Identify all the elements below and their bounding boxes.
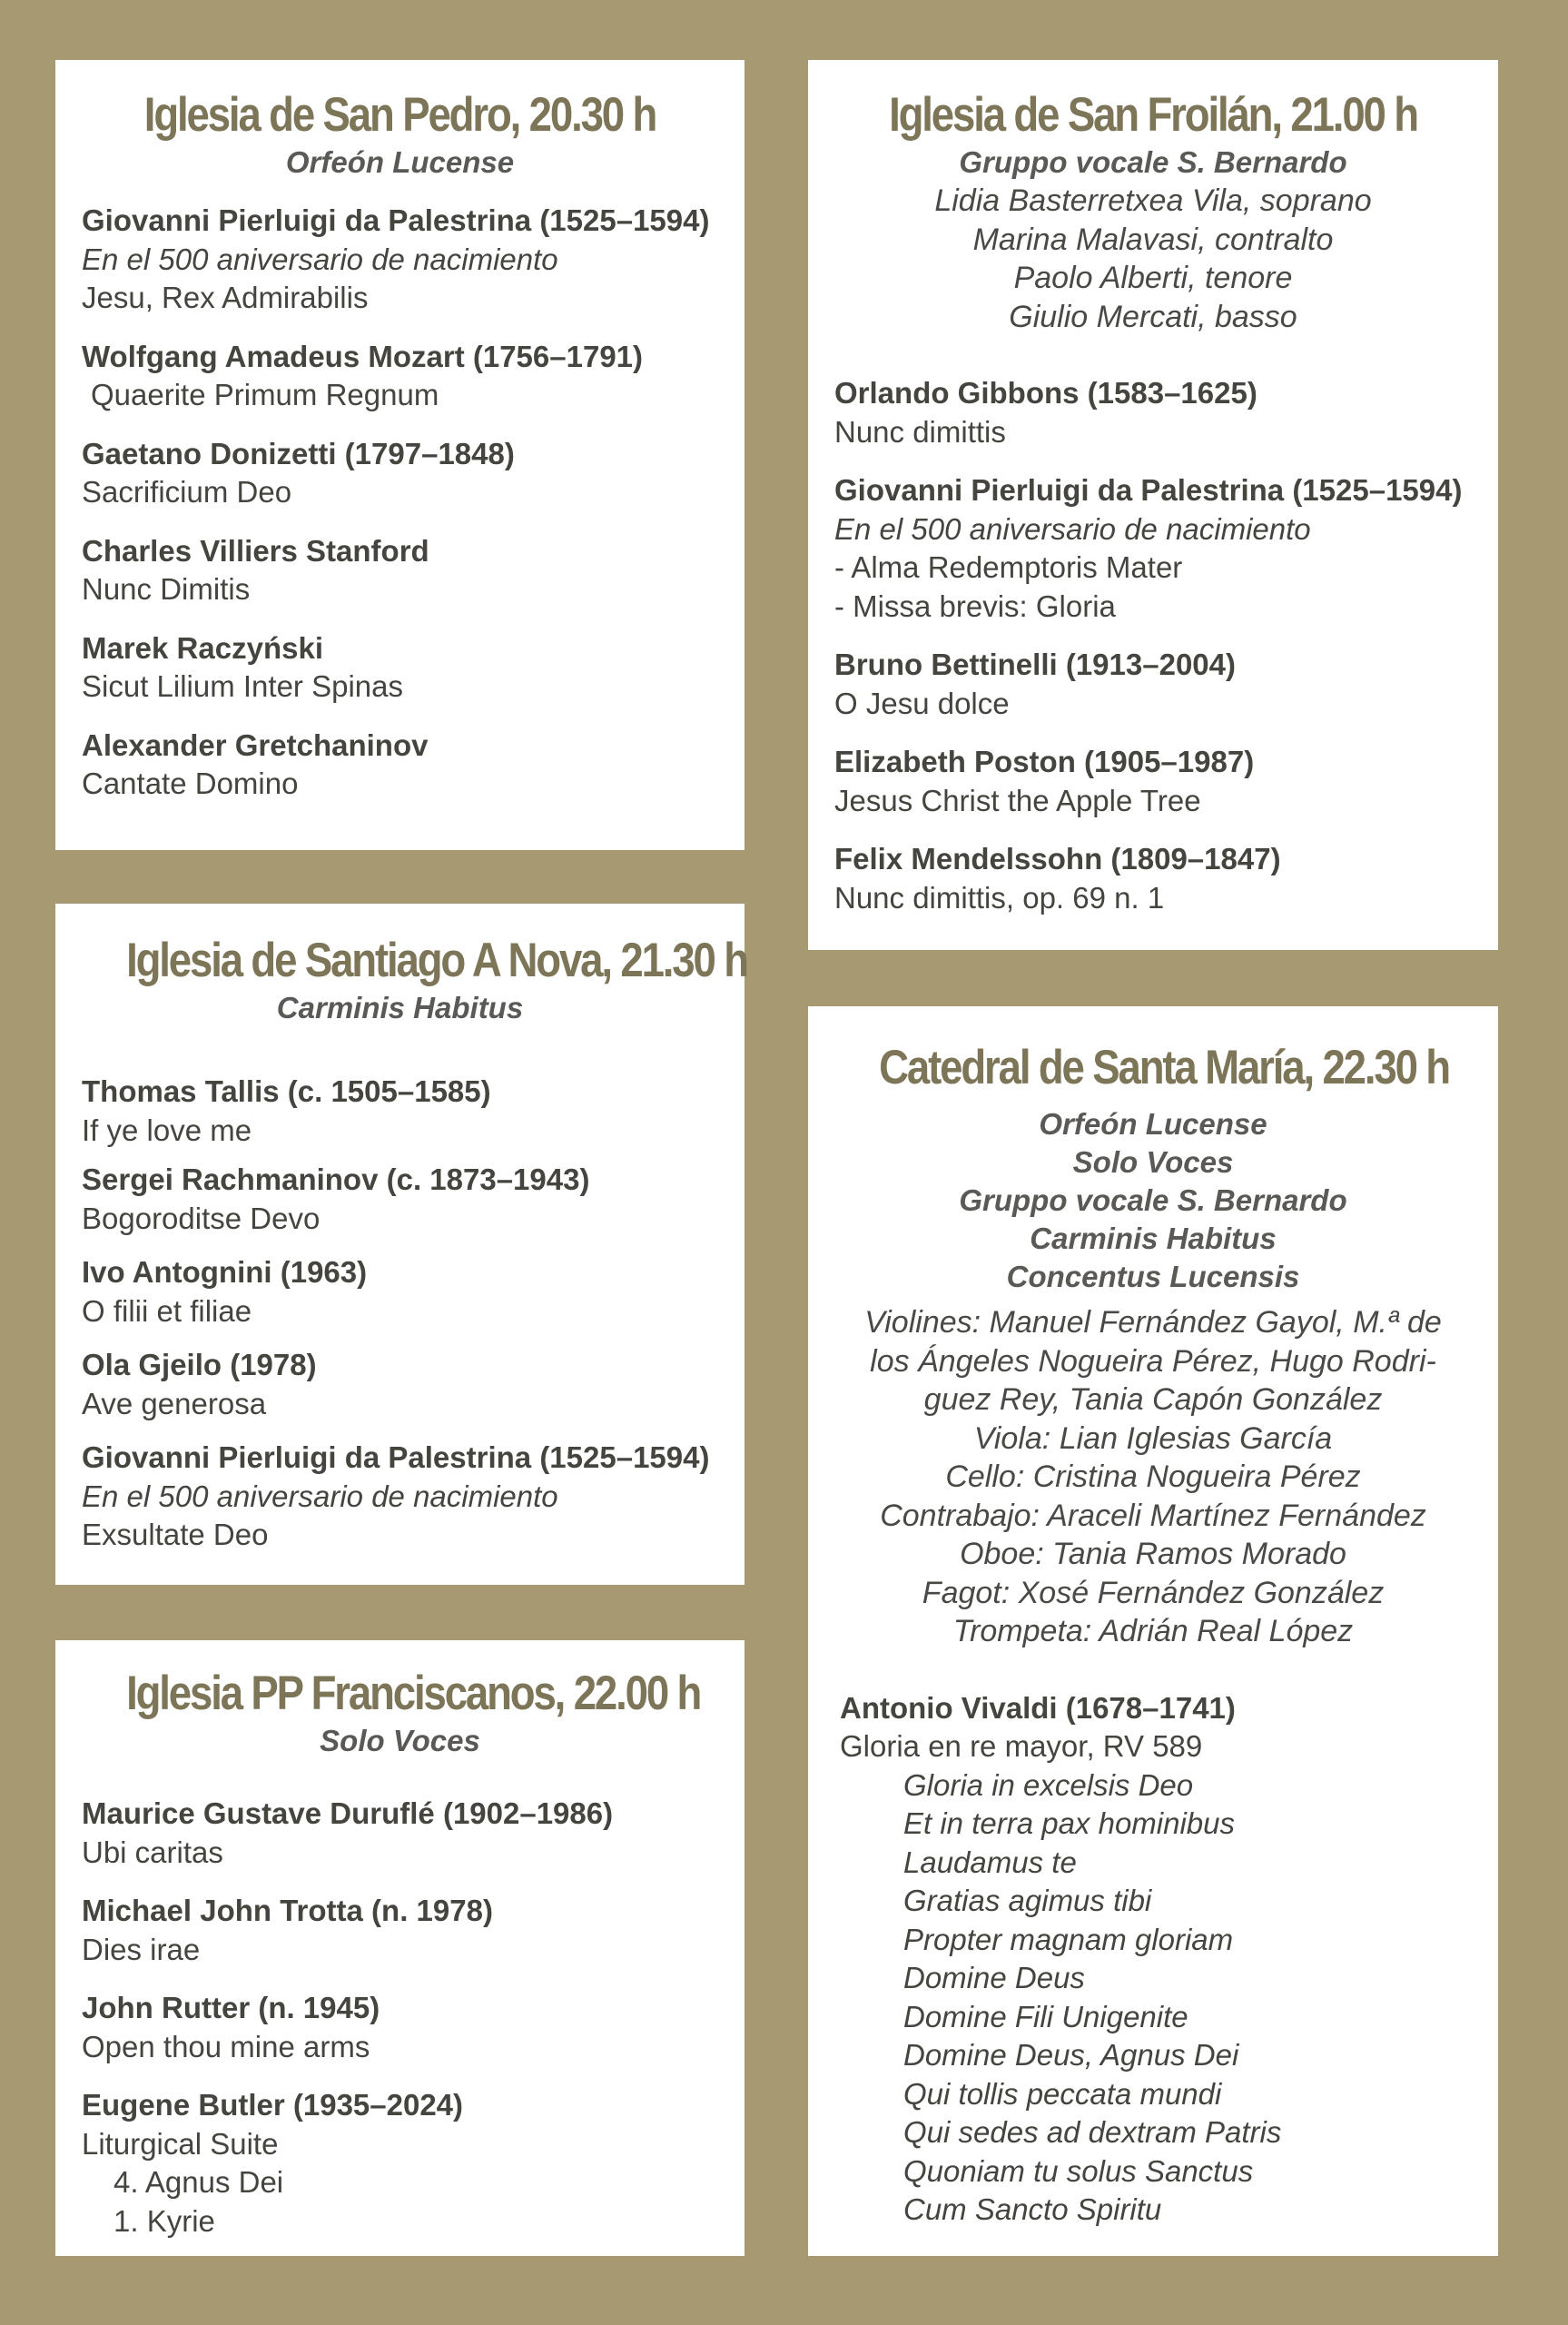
- piece: [82, 1989, 718, 2066]
- movement: 4. Agnus Dei: [113, 2165, 284, 2199]
- composer: Alexander Gretchaninov: [82, 727, 429, 762]
- choir-name: Carminis Habitus: [1030, 1222, 1277, 1255]
- work-title: Nunc Dimitis: [82, 572, 251, 606]
- work-title: - Alma Redemptoris Mater: [834, 550, 1183, 584]
- work-title: Exsultate Deo: [82, 1518, 269, 1551]
- piece: [82, 435, 718, 512]
- work-title: Ubi caritas: [82, 1835, 223, 1869]
- movement: Domine Deus: [903, 1961, 1085, 1994]
- choir-name: Orfeón Lucense: [1039, 1107, 1267, 1141]
- work-title: - Missa brevis: Gloria: [834, 589, 1116, 623]
- work-title: Cantate Domino: [82, 767, 299, 800]
- work-title: Nunc dimittis, op. 69 n. 1: [834, 880, 1165, 915]
- movement: Qui tollis peccata mundi: [903, 2076, 1222, 2111]
- work-title: Open thou mine arms: [82, 2029, 370, 2063]
- movement: Domine Fili Unigenite: [903, 1999, 1188, 2033]
- composer: Sergei Rachmaninov (c. 1873–1943): [82, 1162, 590, 1196]
- musician-line: Fagot: Xosé Fernández González: [922, 1575, 1385, 1610]
- piece-note: En el 500 aniversario de nacimiento: [834, 511, 1311, 546]
- work-title: Sacrificium Deo: [82, 475, 292, 509]
- piece: [82, 338, 718, 415]
- piece: [82, 1439, 718, 1555]
- composer: Gaetano Donizetti (1797–1848): [82, 436, 515, 470]
- movement: Et in terra pax hominibus: [903, 1806, 1236, 1840]
- work-title: O Jesu dolce: [834, 686, 1010, 720]
- piece: [82, 1073, 718, 1150]
- card-catedral-santa-maria: [808, 1006, 1498, 2256]
- soloist: Paolo Alberti, tenore: [1013, 261, 1293, 295]
- choir-name: Orfeón Lucense: [285, 145, 515, 179]
- composer: Wolfgang Amadeus Mozart (1756–1791): [82, 339, 644, 373]
- work-title: Liturgical Suite: [82, 2126, 279, 2161]
- piece-note: En el 500 aniversario de nacimiento: [82, 242, 558, 276]
- work-title: Nunc dimittis: [834, 414, 1006, 449]
- piece: [82, 1892, 718, 1969]
- piece: [82, 1795, 718, 1872]
- composer: Michael John Trotta (n. 1978): [82, 1894, 493, 1927]
- movement: Gloria in excelsis Deo: [903, 1767, 1194, 1802]
- piece: [82, 202, 718, 318]
- choir-name: Carminis Habitus: [276, 991, 524, 1024]
- choir-name: Gruppo vocale S. Bernardo: [959, 145, 1347, 179]
- piece: [834, 743, 1472, 820]
- card-santiago-a-nova: [55, 904, 745, 1585]
- work-title: O filii et filiae: [82, 1293, 252, 1328]
- movement: Cum Sancto Spiritu: [903, 2192, 1162, 2226]
- piece: [82, 1161, 718, 1238]
- musician-line: los Ángeles Nogueira Pérez, Hugo Rodri-: [870, 1343, 1436, 1379]
- composer: Ivo Antognini (1963): [82, 1255, 368, 1289]
- composer: Antonio Vivaldi (1678–1741): [840, 1690, 1236, 1725]
- movement: Quoniam tu solus Sanctus: [903, 2153, 1254, 2188]
- card-title: Iglesia de San Pedro, 20.30 h: [143, 88, 656, 142]
- work-title: Bogoroditse Devo: [82, 1201, 321, 1235]
- card-title: Catedral de Santa María, 22.30 h: [879, 1041, 1449, 1094]
- piece: [834, 374, 1472, 451]
- card-title: Iglesia de Santiago A Nova, 21.30 h: [126, 934, 747, 987]
- musician-line: Trompeta: Adrián Real López: [952, 1614, 1354, 1648]
- work-title: Ave generosa: [82, 1386, 267, 1420]
- card-pp-franciscanos: [55, 1640, 745, 2256]
- piece: [834, 840, 1472, 917]
- musician-line: Cello: Cristina Nogueira Pérez: [945, 1459, 1361, 1494]
- work-title: Jesu, Rex Admirabilis: [82, 281, 369, 314]
- movement: Gratias agimus tibi: [903, 1884, 1152, 1917]
- musician-line: Viola: Lian Iglesias García: [973, 1420, 1333, 1456]
- piece: [834, 471, 1472, 626]
- composer: Bruno Bettinelli (1913–2004): [834, 648, 1236, 681]
- work-title: Dies irae: [82, 1932, 201, 1966]
- composer: Giovanni Pierluigi da Palestrina (1525–1594): [82, 1440, 710, 1474]
- card-title: Iglesia de San Froilán, 21.00 h: [889, 88, 1417, 142]
- card-san-pedro: [55, 60, 745, 850]
- choir-name: Gruppo vocale S. Bernardo: [959, 1183, 1347, 1217]
- composer: Charles Villiers Stanford: [82, 533, 429, 568]
- composer: John Rutter (n. 1945): [82, 1991, 380, 2024]
- piece: [834, 1689, 1472, 2230]
- choir-name: Solo Voces: [1072, 1145, 1234, 1179]
- composer: Ola Gjeilo (1978): [82, 1348, 317, 1381]
- work-title: Sicut Lilium Inter Spinas: [82, 669, 403, 703]
- movement: Domine Deus, Agnus Dei: [903, 2038, 1239, 2072]
- work-title: Jesus Christ the Apple Tree: [834, 783, 1201, 817]
- piece: [82, 532, 718, 609]
- composer: Giovanni Pierluigi da Palestrina (1525–1594): [834, 473, 1463, 507]
- piece: [82, 727, 718, 804]
- composer: Orlando Gibbons (1583–1625): [834, 376, 1257, 410]
- musician-line: guez Rey, Tania Capón González: [923, 1382, 1383, 1417]
- musician-line: Oboe: Tania Ramos Morado: [960, 1537, 1346, 1571]
- composer: Elizabeth Poston (1905–1987): [834, 745, 1255, 778]
- soloist: Giulio Mercati, basso: [1009, 299, 1297, 334]
- composer: Marek Raczyński: [82, 630, 323, 665]
- soloist: Marina Malavasi, contralto: [972, 222, 1334, 257]
- composer: Maurice Gustave Duruflé (1902–1986): [82, 1796, 614, 1830]
- musician-line: Contrabajo: Araceli Martínez Fernández: [880, 1498, 1426, 1533]
- movement: 1. Kyrie: [113, 2203, 215, 2238]
- composer: Giovanni Pierluigi da Palestrina (1525–1594): [82, 203, 710, 237]
- composer: Thomas Tallis (c. 1505–1585): [82, 1074, 491, 1108]
- composer: Eugene Butler (1935–2024): [82, 2088, 464, 2122]
- movement: Qui sedes ad dextram Patris: [903, 2115, 1282, 2149]
- movement: Laudamus te: [903, 1845, 1077, 1879]
- work-title: Gloria en re mayor, RV 589: [840, 1729, 1203, 1763]
- movement: Propter magnam gloriam: [903, 1922, 1234, 1956]
- choir-name: Concentus Lucensis: [1006, 1260, 1300, 1293]
- musician-line: Violines: Manuel Fernández Gayol, M.ª de: [864, 1305, 1442, 1340]
- card-san-froilan: [808, 60, 1498, 950]
- piece: [834, 646, 1472, 723]
- work-title: Quaerite Primum Regnum: [91, 378, 439, 411]
- piece: [82, 1346, 718, 1423]
- piece: [82, 629, 718, 707]
- piece-note: En el 500 aniversario de nacimiento: [82, 1479, 558, 1513]
- card-title: Iglesia PP Franciscanos, 22.00 h: [126, 1667, 701, 1720]
- piece: [82, 1253, 718, 1331]
- work-title: If ye love me: [82, 1113, 252, 1147]
- composer: Felix Mendelssohn (1809–1847): [834, 842, 1281, 876]
- choir-name: Solo Voces: [320, 1724, 480, 1757]
- piece: [82, 2086, 718, 2241]
- soloist: Lidia Basterretxea Vila, soprano: [934, 183, 1372, 218]
